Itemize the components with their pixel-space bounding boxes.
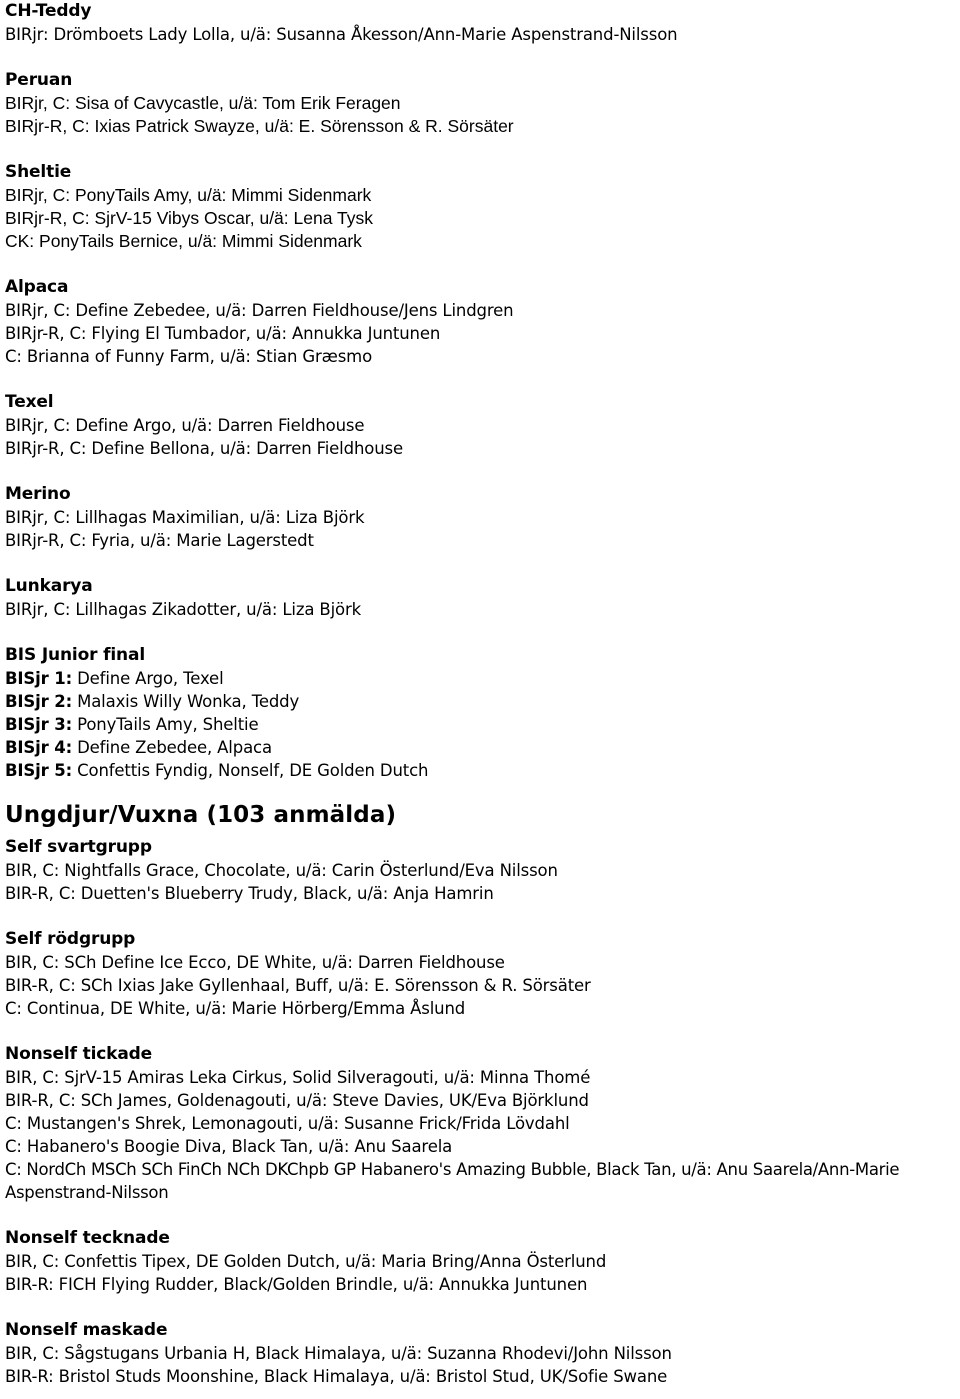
result-line: BIRjr, C: Define Argo, u/ä: Darren Fieldhouse xyxy=(5,416,365,435)
result-line: BIRjr-R, C: Flying El Tumbador, u/ä: Annukka Juntunen xyxy=(5,324,441,343)
result-line: BIRjr: Drömboets Lady Lolla, u/ä: Susanna Åkesson/Ann-Marie Aspenstrand-Nilsson xyxy=(5,25,678,44)
result-line: C: Brianna of Funny Farm, u/ä: Stian Græsmo xyxy=(5,347,373,366)
bis-junior-entry xyxy=(5,713,957,736)
placement-text: Malaxis Willy Wonka, Teddy xyxy=(77,692,300,711)
placement-text: Confettis Fyndig, Nonself, DE Golden Dutch xyxy=(77,761,429,780)
result-line: C: Continua, DE White, u/ä: Marie Hörberg/Emma Åslund xyxy=(5,999,466,1018)
result-line: BIR, C: Nightfalls Grace, Chocolate, u/ä: Carin Österlund/Eva Nilsson xyxy=(5,861,558,880)
main-section-heading: Ungdjur/Vuxna (103 anmälda) xyxy=(5,802,397,828)
placement-label: BISjr 1: xyxy=(5,669,73,688)
bis-junior-heading: BIS Junior final xyxy=(5,645,146,665)
bis-junior-entry xyxy=(5,759,957,782)
placement-text: Define Zebedee, Alpaca xyxy=(77,738,272,757)
result-line: C: NordCh MSCh SCh FinCh NCh DKChpb GP Habanero's Amazing Bubble, Black Tan, u/ä: Anu Saarela/Ann-Marie Aspenstrand-Nilsson xyxy=(5,1160,900,1202)
result-line: BIR-R, C: Duetten's Blueberry Trudy, Black, u/ä: Anja Hamrin xyxy=(5,884,494,903)
result-line: BIRjr, C: Lillhagas Maximilian, u/ä: Liza Björk xyxy=(5,508,365,527)
breed-heading: Sheltie xyxy=(5,162,72,182)
placement-text: PonyTails Amy, Sheltie xyxy=(77,715,259,734)
breed-heading: CH-Teddy xyxy=(5,1,92,21)
result-line: BIRjr, C: Sisa of Cavycastle, u/ä: Tom Erik Feragen xyxy=(5,93,401,113)
breed-heading: Merino xyxy=(5,484,71,504)
result-line: BIR-R, C: SCh Ixias Jake Gyllenhaal, Buff, u/ä: E. Sörensson & R. Sörsäter xyxy=(5,976,591,995)
result-line: BIR, C: Confettis Tipex, DE Golden Dutch, u/ä: Maria Bring/Anna Österlund xyxy=(5,1252,607,1271)
result-line: BIRjr-R, C: SjrV-15 Vibys Oscar, u/ä: Lena Tysk xyxy=(5,208,373,228)
result-line: BIRjr, C: PonyTails Amy, u/ä: Mimmi Sidenmark xyxy=(5,185,372,205)
result-line: BIRjr-R, C: Ixias Patrick Swayze, u/ä: E. Sörensson & R. Sörsäter xyxy=(5,116,514,136)
breed-heading: Peruan xyxy=(5,70,73,90)
placement-label: BISjr 4: xyxy=(5,738,73,757)
breed-heading: Alpaca xyxy=(5,277,69,297)
bis-junior-entry xyxy=(5,736,957,759)
breed-heading: Texel xyxy=(5,392,54,412)
result-line: CK: PonyTails Bernice, u/ä: Mimmi Sidenmark xyxy=(5,231,362,251)
group-heading: Nonself maskade xyxy=(5,1320,168,1340)
placement-label: BISjr 3: xyxy=(5,715,73,734)
result-line: BIRjr, C: Define Zebedee, u/ä: Darren Fieldhouse/Jens Lindgren xyxy=(5,301,514,320)
placement-text: Define Argo, Texel xyxy=(77,669,224,688)
group-heading: Nonself tickade xyxy=(5,1044,153,1064)
result-line: BIR, C: Sågstugans Urbania H, Black Himalaya, u/ä: Suzanna Rhodevi/John Nilsson xyxy=(5,1344,672,1363)
result-line: BIR, C: SCh Define Ice Ecco, DE White, u/ä: Darren Fieldhouse xyxy=(5,953,505,972)
group-heading: Nonself tecknade xyxy=(5,1228,170,1248)
result-line: BIR-R, C: SCh James, Goldenagouti, u/ä: Steve Davies, UK/Eva Björklund xyxy=(5,1091,589,1110)
result-line: BIR, C: SjrV-15 Amiras Leka Cirkus, Solid Silveragouti, u/ä: Minna Thomé xyxy=(5,1068,591,1087)
result-line: BIR-R: FICH Flying Rudder, Black/Golden Brindle, u/ä: Annukka Juntunen xyxy=(5,1275,588,1294)
result-line: C: Mustangen's Shrek, Lemonagouti, u/ä: Susanne Frick/Frida Lövdahl xyxy=(5,1114,570,1133)
group-heading: Self svartgrupp xyxy=(5,837,152,857)
result-line: BIR-R: Bristol Studs Moonshine, Black Himalaya, u/ä: Bristol Stud, UK/Sofie Swane xyxy=(5,1367,668,1386)
results-document xyxy=(5,0,957,1388)
result-line: BIRjr-R, C: Fyria, u/ä: Marie Lagerstedt xyxy=(5,531,314,550)
breed-heading: Lunkarya xyxy=(5,576,93,596)
result-line: BIRjr, C: Lillhagas Zikadotter, u/ä: Liza Björk xyxy=(5,600,361,619)
group-heading: Self rödgrupp xyxy=(5,929,136,949)
placement-label: BISjr 2: xyxy=(5,692,73,711)
result-line: BIRjr-R, C: Define Bellona, u/ä: Darren Fieldhouse xyxy=(5,439,403,458)
bis-junior-entry xyxy=(5,690,957,713)
result-line: C: Habanero's Boogie Diva, Black Tan, u/ä: Anu Saarela xyxy=(5,1137,453,1156)
bis-junior-entry xyxy=(5,667,957,690)
placement-label: BISjr 5: xyxy=(5,761,73,780)
